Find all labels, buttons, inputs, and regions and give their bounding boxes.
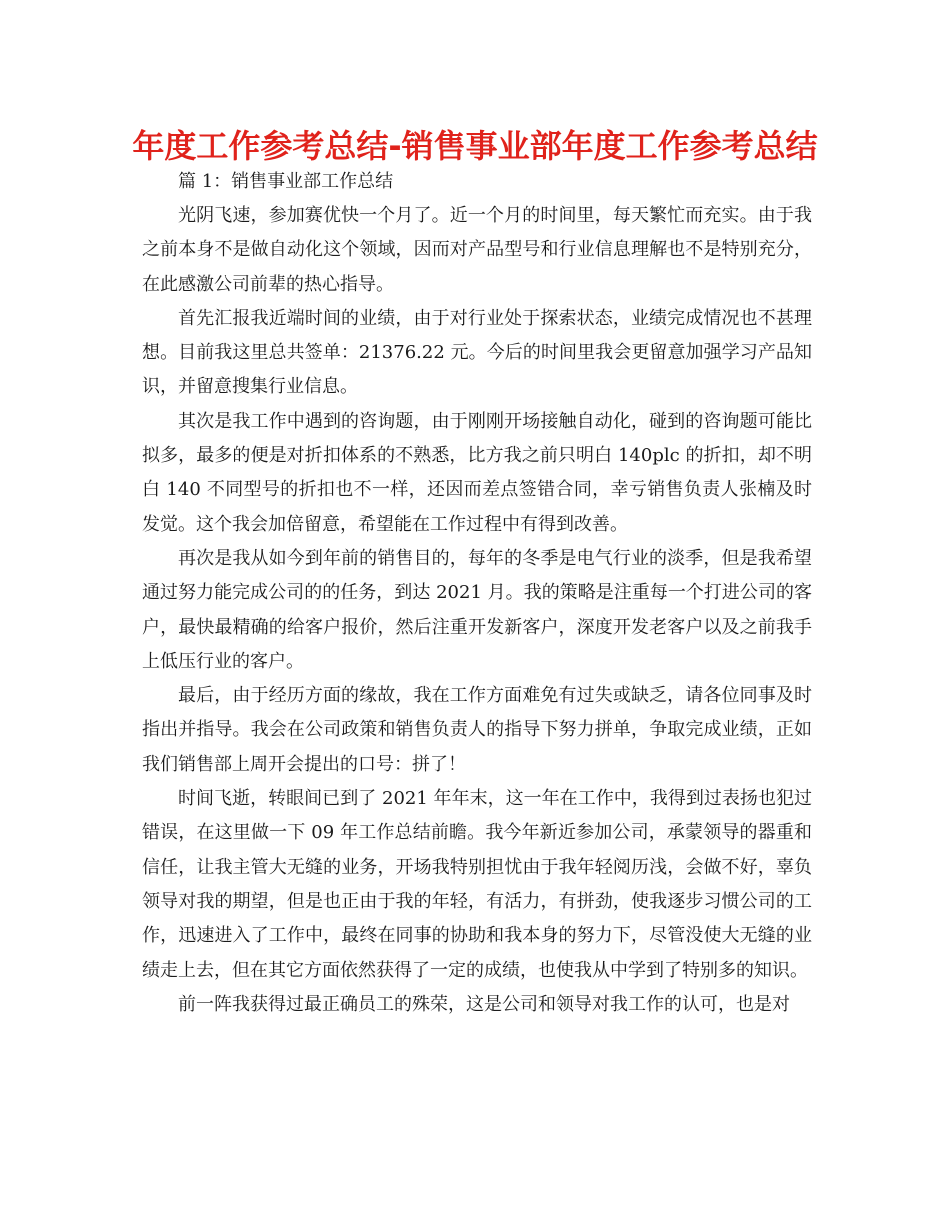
paragraph: 光阴飞速，参加赛优快一个月了。近一个月的时间里，每天繁忙而充实。由于我之前本身不是做自动化这个领域，因而对产品型号和行业信息理解也不是特别充分，在此感激公司前辈的热心指导。 — [142, 205, 812, 295]
paragraph: 首先汇报我近端时间的业绩，由于对行业处于探索状态，业绩完成情况也不甚理想。目前我这里总共签单：21376.22 元。今后的时间里我会更留意加强学习产品知识，并留意搜集行业信息。 — [142, 307, 812, 398]
paragraph: 其次是我工作中遇到的咨询题，由于刚刚开场接触自动化，碰到的咨询题可能比拟多，最多的便是对折扣体系的不熟悉，比方我之前只明白 140plc 的折扣，却不明白 140 不同型号的折扣也不一样，还因而差点签错合同，幸亏销售负责人张楠及时发觉。这个我会加倍留意，希望能在工作过程中有得到改善。 — [142, 410, 812, 535]
paragraph: 最后，由于经历方面的缘故，我在工作方面难免有过失或缺乏，请各位同事及时指出并指导。我会在公司政策和销售负责人的指导下努力拼单，争取完成业绩，正如我们销售部上周开会提出的口号：拼了！ — [142, 685, 812, 775]
document-title: 年度工作参考总结-销售事业部年度工作参考总结 — [132, 127, 818, 165]
paragraph: 时间飞逝，转眼间已到了 2021 年年末，这一年在工作中，我得到过表扬也犯过错误，在这里做一下 09 年工作总结前瞻。我今年新近参加公司，承蒙领导的器重和信任，让我主管大无缝的业务，开场我特别担忧由于我年轻阅历浅，会做不好，辜负领导对我的期望，但是也正由于我的年轻，有活力，有拼劲，使我逐步习惯公司的工作，迅速进入了工作中，最终在同事的协助和我本身的努力下，尽管没使大无缝的业绩走上去，但在其它方面依然获得了一定的成绩，也使我从中学到了特别多的知识。 — [142, 788, 812, 981]
section-heading: 篇 1：销售事业部工作总结 — [178, 171, 394, 192]
paragraph: 前一阵我获得过最正确员工的殊荣，这是公司和领导对我工作的认可，也是对 — [178, 993, 790, 1015]
paragraph: 再次是我从如今到年前的销售目的，每年的冬季是电气行业的淡季，但是我希望通过努力能完成公司的的任务，到达 2021 月。我的策略是注重每一个打进公司的客户，最快最精确的给客户报价，然后注重开发新客户，深度开发老客户以及之前我手上低压行业的客户。 — [142, 547, 812, 672]
document-body — [142, 165, 812, 1022]
